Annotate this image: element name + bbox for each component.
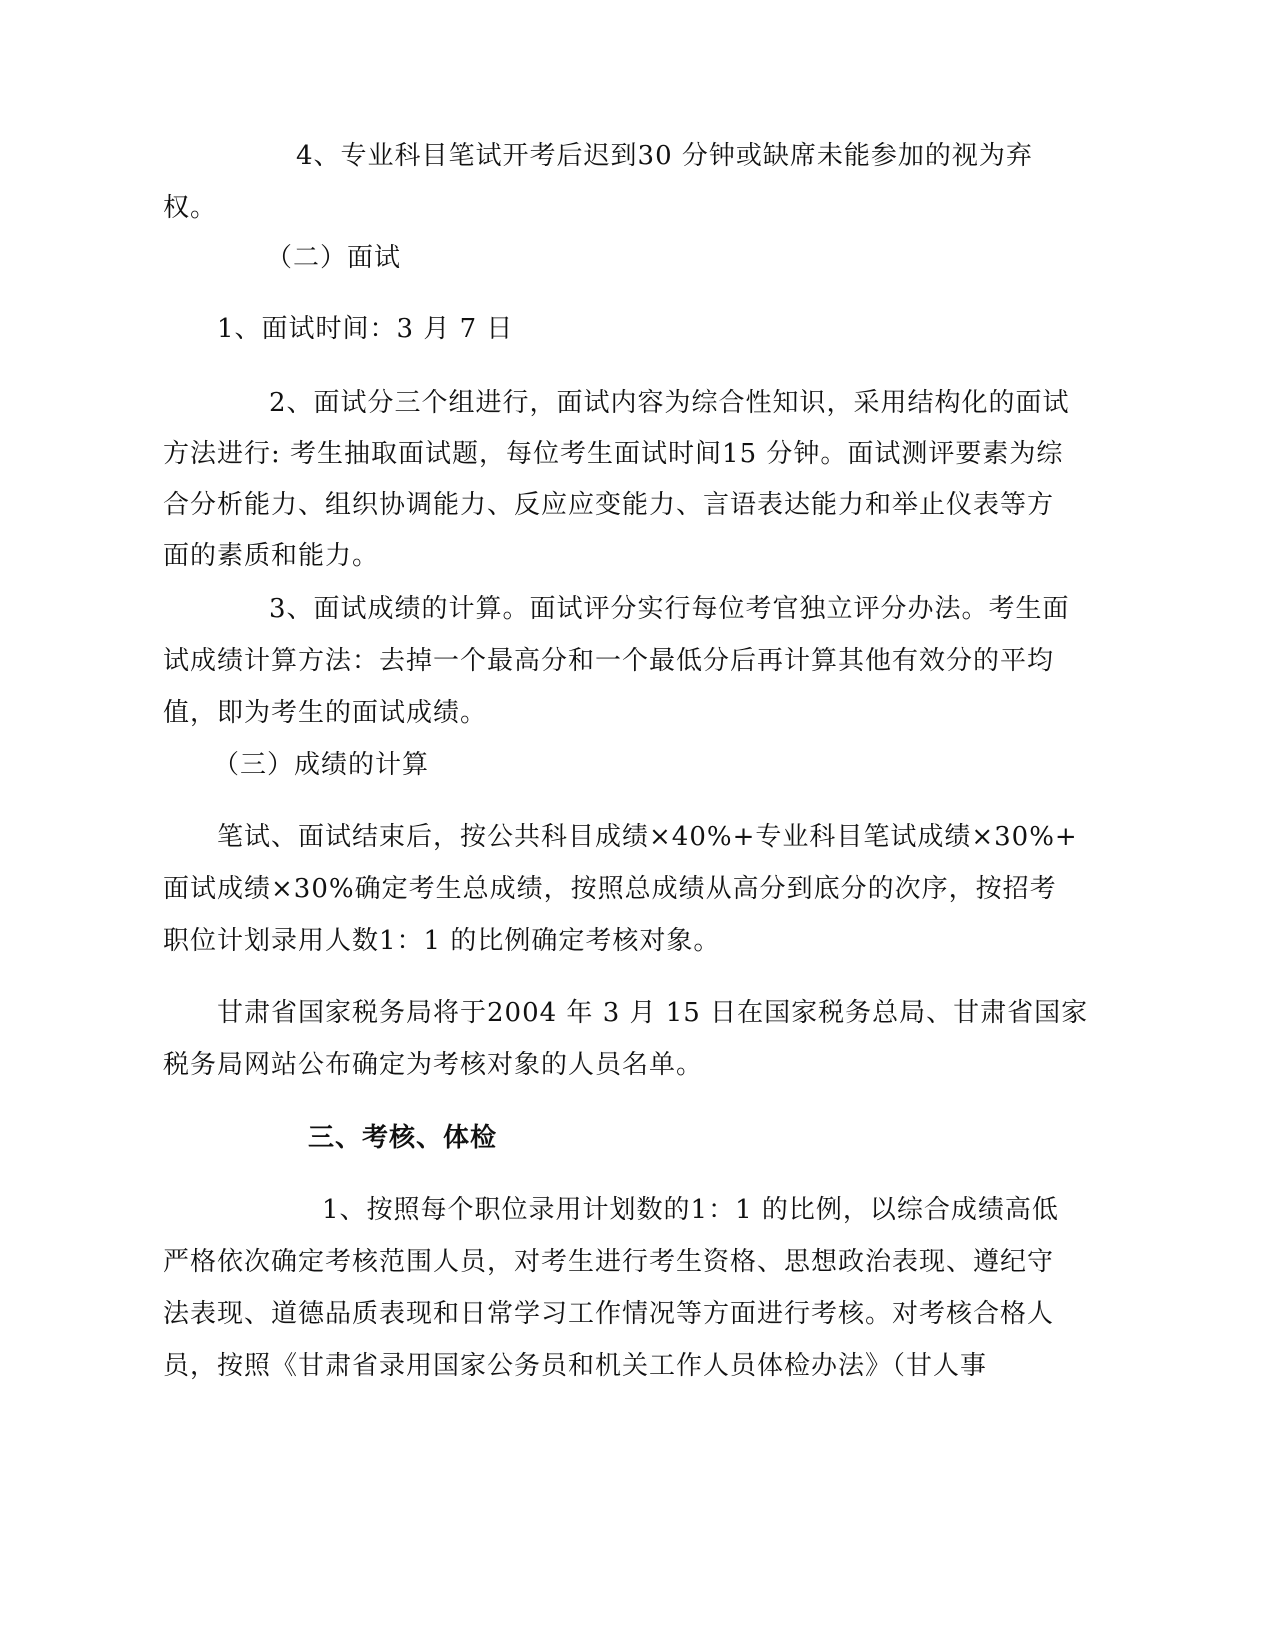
paragraph-line: 4、专业科目笔试开考后迟到30 分钟或缺席未能参加的视为弃 xyxy=(296,141,1033,171)
section-heading: （三）成绩的计算 xyxy=(213,750,430,780)
paragraph-line: 1、面试时间：3 月 7 日 xyxy=(217,314,514,344)
paragraph-line: 严格依次确定考核范围人员，对考生进行考生资格、思想政治表现、遵纪守 xyxy=(163,1247,1055,1277)
paragraph-line: 1、按照每个职位录用计划数的1：1 的比例，以综合成绩高低 xyxy=(322,1195,1059,1225)
paragraph-line: 试成绩计算方法：去掉一个最高分和一个最低分后再计算其他有效分的平均 xyxy=(163,646,1055,676)
paragraph-line: 方法进行: 考生抽取面试题，每位考生面试时间15 分钟。面试测评要素为综 xyxy=(163,439,1064,469)
paragraph-line: 职位计划录用人数1：1 的比例确定考核对象。 xyxy=(163,926,721,956)
section-heading: 三、考核、体检 xyxy=(308,1123,498,1153)
paragraph-line: 笔试、面试结束后，按公共科目成绩×40%+专业科目笔试成绩×30%+ xyxy=(217,822,1078,852)
section-heading: （二）面试 xyxy=(266,243,402,273)
paragraph-line: 2、面试分三个组进行，面试内容为综合性知识，采用结构化的面试 xyxy=(269,388,1070,418)
paragraph-line: 合分析能力、组织协调能力、反应应变能力、言语表达能力和举止仪表等方 xyxy=(163,490,1055,520)
paragraph-line: 权。 xyxy=(163,193,218,223)
paragraph-line: 税务局网站公布确定为考核对象的人员名单。 xyxy=(163,1050,704,1080)
paragraph-line: 3、面试成绩的计算。面试评分实行每位考官独立评分办法。考生面 xyxy=(269,594,1070,624)
paragraph-line: 面的素质和能力。 xyxy=(163,541,380,571)
paragraph-line: 值，即为考生的面试成绩。 xyxy=(163,698,488,728)
paragraph-line: 法表现、道德品质表现和日常学习工作情况等方面进行考核。对考核合格人 xyxy=(163,1299,1055,1329)
paragraph-line: 员，按照《甘肃省录用国家公务员和机关工作人员体检办法》（甘人事 xyxy=(163,1351,988,1381)
paragraph-line: 面试成绩×30%确定考生总成绩，按照总成绩从高分到底分的次序，按招考 xyxy=(163,874,1057,904)
paragraph-line: 甘肃省国家税务局将于2004 年 3 月 15 日在国家税务总局、甘肃省国家 xyxy=(217,998,1089,1028)
